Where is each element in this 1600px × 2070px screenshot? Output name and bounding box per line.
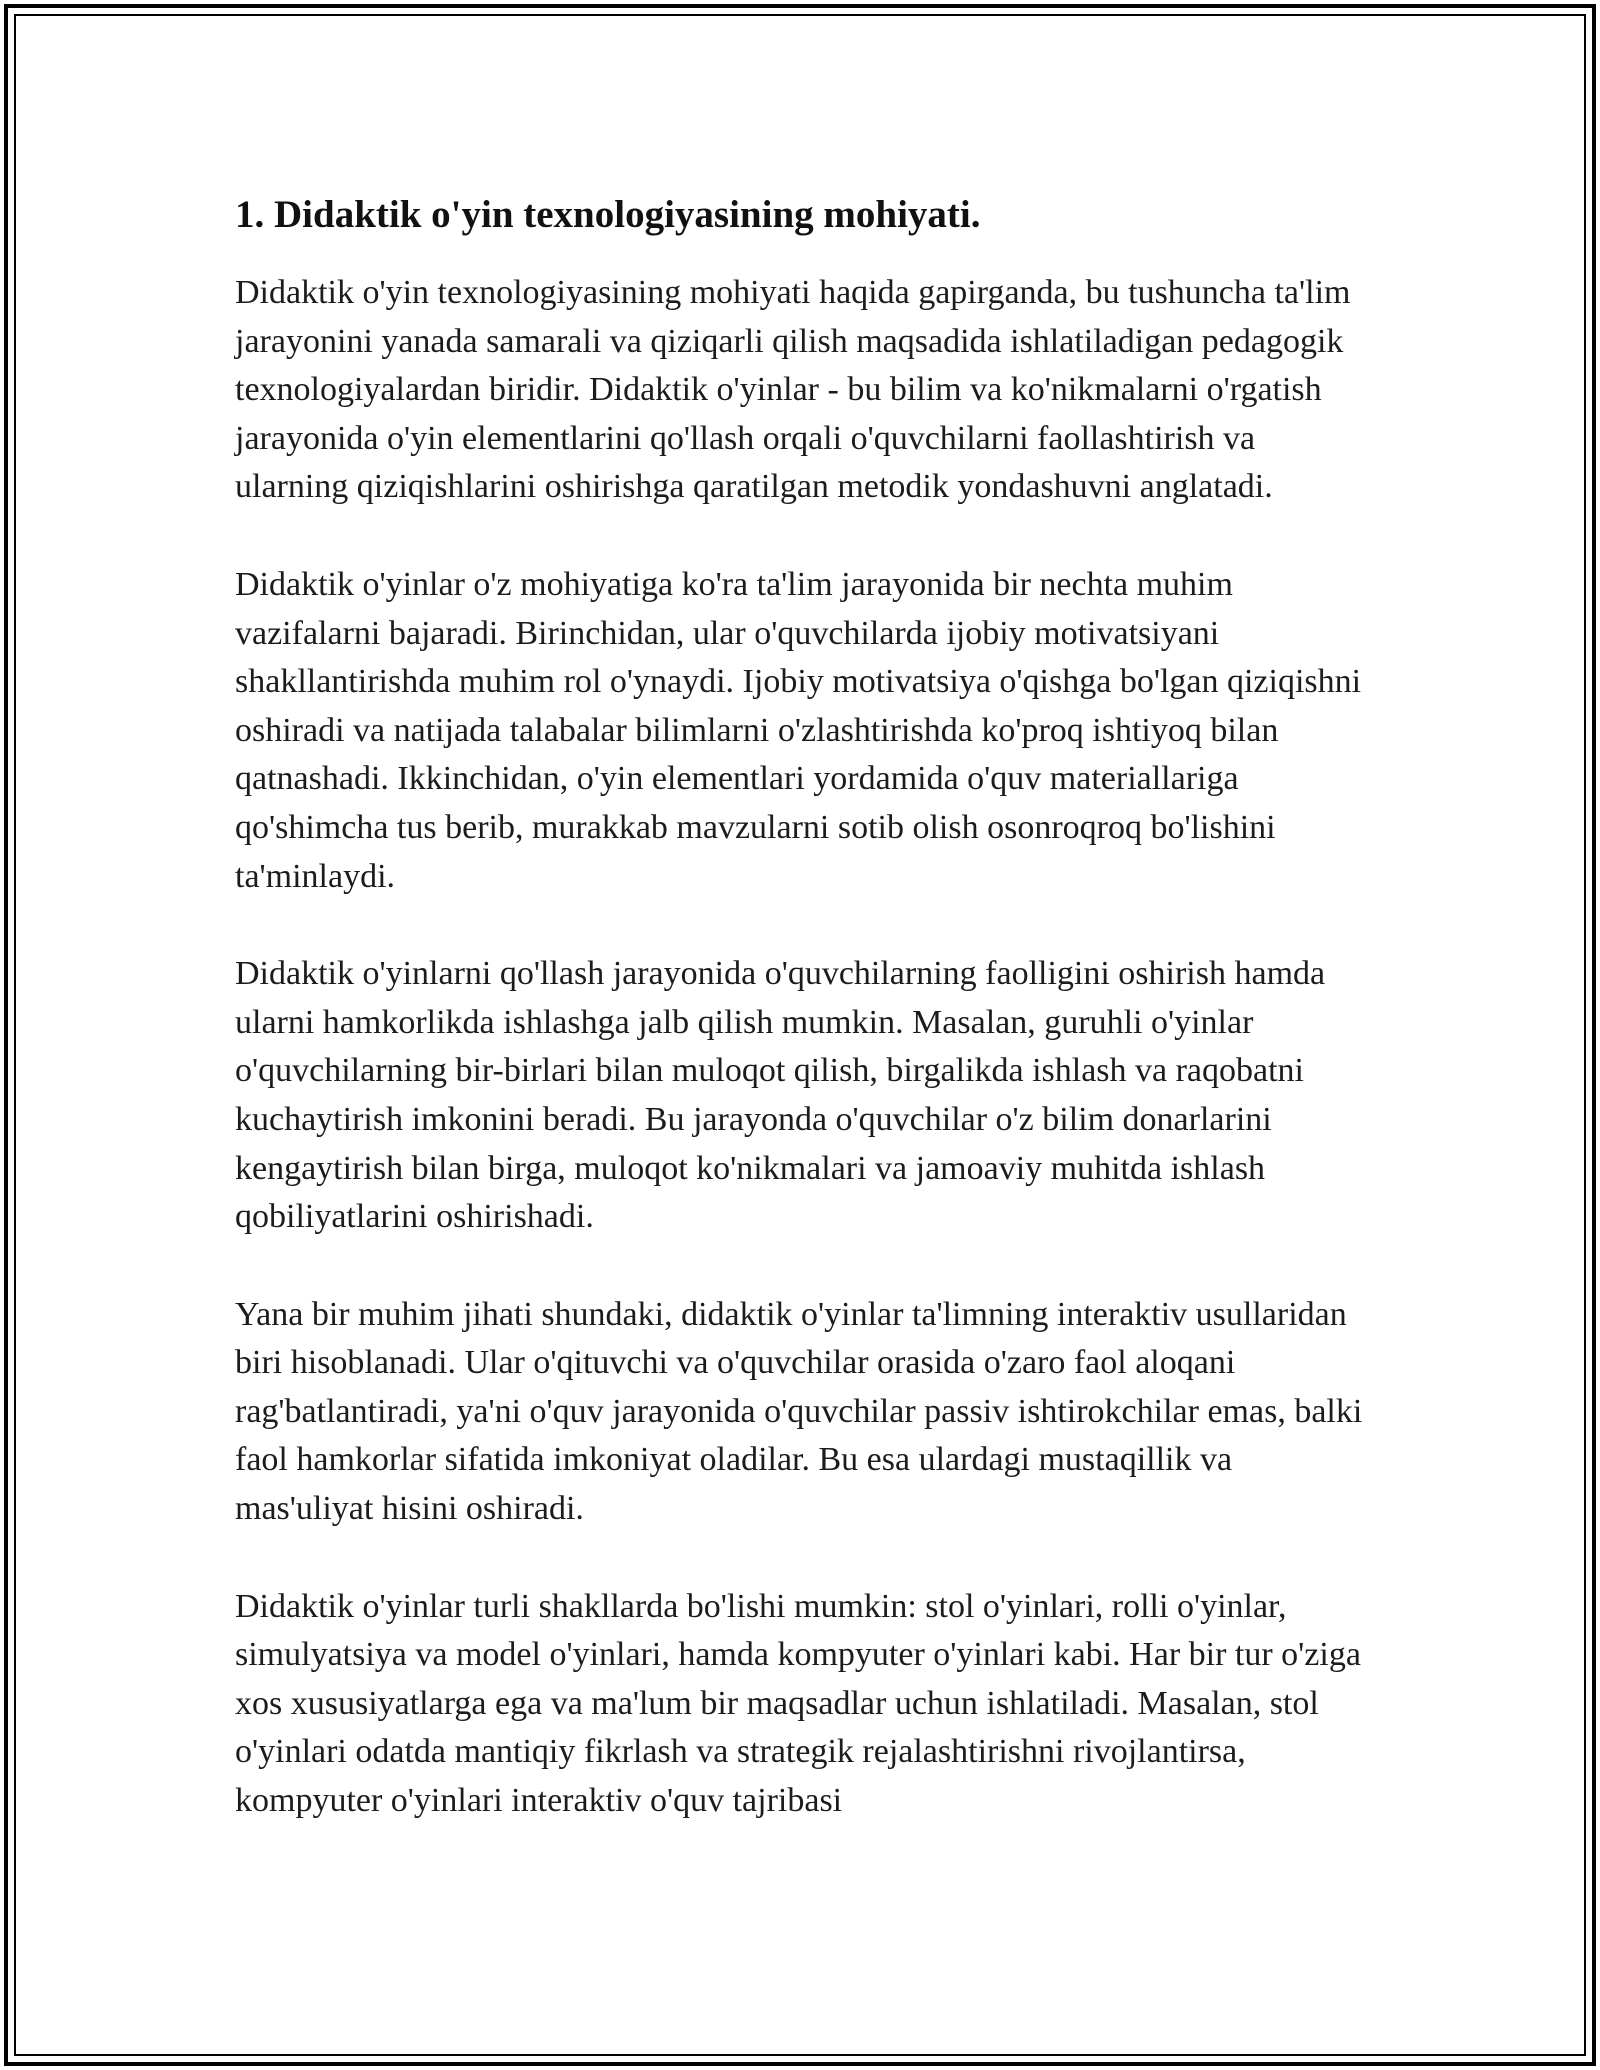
section-heading: 1. Didaktik o'yin texnologiyasining mohiyati.: [235, 193, 981, 236]
paragraph-3: Didaktik o'yinlarni qo'llash jarayonida o'quvchilarning faolligini oshirish hamda ularni hamkorlikda ishlashga jalb qilish mumkin. Masalan, guruhli o'yinlar o'quvchilarning bir-birlari bilan muloqot qilish, birgalikda ishlash va raqobatni kuchaytirish imkonini beradi. Bu jarayonda o'quvchilar o'z bilim donarlarini kengaytirish bilan birga, muloqot ko'nikmalari va jamoaviy muhitda ishlash qobiliyatlarini oshirishadi.: [235, 955, 1326, 1236]
document-page: [235, 185, 1370, 1826]
paragraph-2: Didaktik o'yinlar o'z mohiyatiga ko'ra ta'lim jarayonida bir nechta muhim vazifalarni bajaradi. Birinchidan, ular o'quvchilarda ijobiy motivatsiyani shakllantirishda muhim rol o'ynaydi. Ijobiy motivatsiya o'qishga bo'lgan qiziqishni oshiradi va natijada talabalar bilimlarni o'zlashtirishda ko'proq ishtiyoq bilan qatnashadi. Ikkinchidan, o'yin elementlari yordamida o'quv materiallariga qo'shimcha tus berib, murakkab mavzularni sotib olish osonroqroq bo'lishini ta'minlaydi.: [235, 565, 1362, 895]
paragraph-1: Didaktik o'yin texnologiyasining mohiyati haqida gapirganda, bu tushuncha ta'lim jarayonini yanada samarali va qiziqarli qilish maqsadida ishlatiladigan pedagogik texnologiyalardan biridir. Didaktik o'yinlar - bu bilim va ko'nikmalarni o'rgatish jarayonida o'yin elementlarini qo'llash orqali o'quvchilarni faollashtirish va ularning qiziqishlarini oshirishga qaratilgan metodik yondashuvni anglatadi.: [235, 274, 1351, 506]
paragraph-4: Yana bir muhim jihati shundaki, didaktik o'yinlar ta'limning interaktiv usullaridan biri hisoblanadi. Ular o'qituvchi va o'quvchilar orasida o'zaro faol aloqani rag'batlantiradi, ya'ni o'quv jarayonida o'quvchilar passiv ishtirokchilar emas, balki faol hamkorlar sifatida imkoniyat oladilar. Bu esa ulardagi mustaqillik va mas'uliyat hisini oshiradi.: [235, 1295, 1363, 1528]
paragraph-5: Didaktik o'yinlar turli shakllarda bo'lishi mumkin: stol o'yinlari, rolli o'yinlar, simulyatsiya va model o'yinlari, hamda kompyuter o'yinlari kabi. Har bir tur o'ziga xos xususiyatlarga ega va ma'lum bir maqsadlar uchun ishlatiladi. Masalan, stol o'yinlari odatda mantiqiy fikrlash va strategik rejalashtirishni rivojlantirsa, kompyuter o'yinlari interaktiv o'quv tajribasi: [235, 1587, 1361, 1820]
